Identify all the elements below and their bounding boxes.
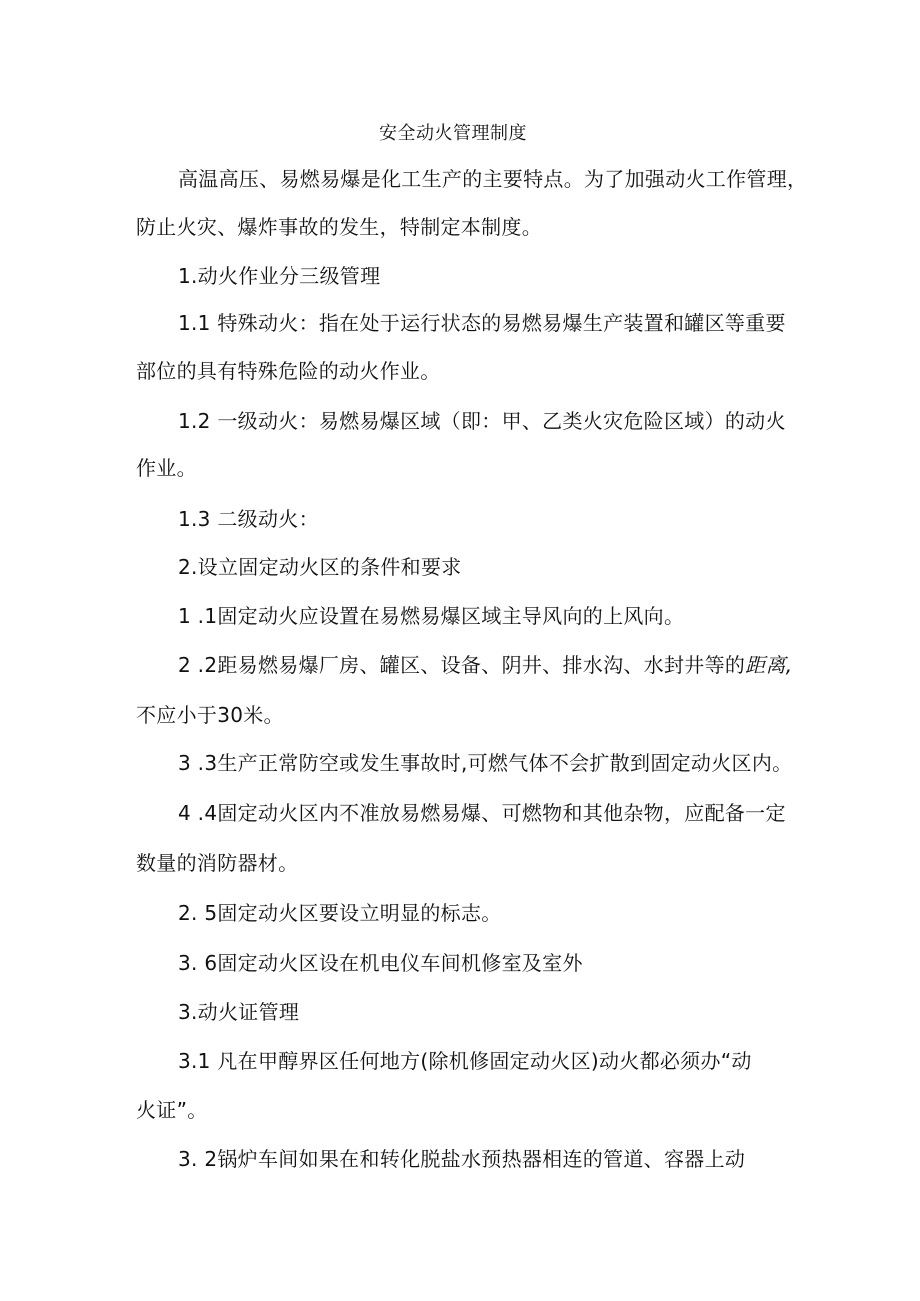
item-2-2-emphasis: 距离, [745, 653, 793, 677]
item-1-2-line-2: 作业。 [136, 456, 197, 480]
item-3-1-line-1: 3.1 凡在甲醇界区任何地方(除机修固定动火区)动火都必须办“动 [178, 1049, 752, 1073]
section-2-heading: 2.设立固定动火区的条件和要求 [178, 555, 462, 579]
section-3-heading: 3.动火证管理 [178, 1000, 300, 1024]
item-2-3: 3 .3生产正常防空或发生事故时,可燃气体不会扩散到固定动火区内。 [178, 751, 793, 775]
item-2-2-line-1 [178, 652, 792, 678]
item-2-4-line-1: 4 .4固定动火区内不准放易燃易爆、可燃物和其他杂物，应配备一定 [178, 801, 786, 825]
item-2-2-line-2: 不应小于30米。 [136, 703, 284, 727]
section-1-heading: 1.动火作业分三级管理 [178, 264, 381, 288]
item-3-2-line-1: 3. 2锅炉车间如果在和转化脱盐水预热器相连的管道、容器上动 [178, 1147, 746, 1171]
document-title: 安全动火管理制度 [379, 123, 527, 144]
item-2-6: 3. 6固定动火区设在机电仪车间机修室及室外 [178, 951, 583, 975]
item-2-5: 2. 5固定动火区要设立明显的标志。 [178, 901, 502, 925]
item-2-4-line-2: 数量的消防器材。 [136, 851, 299, 875]
item-3-1-line-2: 火证”。 [136, 1098, 208, 1122]
item-1-1-line-2: 部位的具有特殊危险的动火作业。 [136, 359, 441, 383]
item-1-1-line-1: 1.1 特殊动火：指在处于运行状态的易燃易爆生产装置和罐区等重要 [178, 311, 786, 335]
item-2-1: 1 .1固定动火应设置在易燃易爆区域主导风向的上风向。 [178, 604, 685, 628]
item-2-2-text: 2 .2距易燃易爆厂房、罐区、设备、阴井、排水沟、水封井等的 [178, 653, 746, 677]
item-1-2-line-1: 1.2 一级动火：易燃易爆区域（即：甲、乙类火灾危险区域）的动火 [178, 409, 786, 433]
intro-paragraph-line-2: 防止火灾、爆炸事故的发生，特制定本制度。 [136, 215, 542, 239]
item-1-3: 1.3 二级动火： [178, 507, 319, 531]
intro-paragraph-line-1: 高温高压、易燃易爆是化工生产的主要特点。为了加强动火工作管理， [178, 167, 808, 191]
